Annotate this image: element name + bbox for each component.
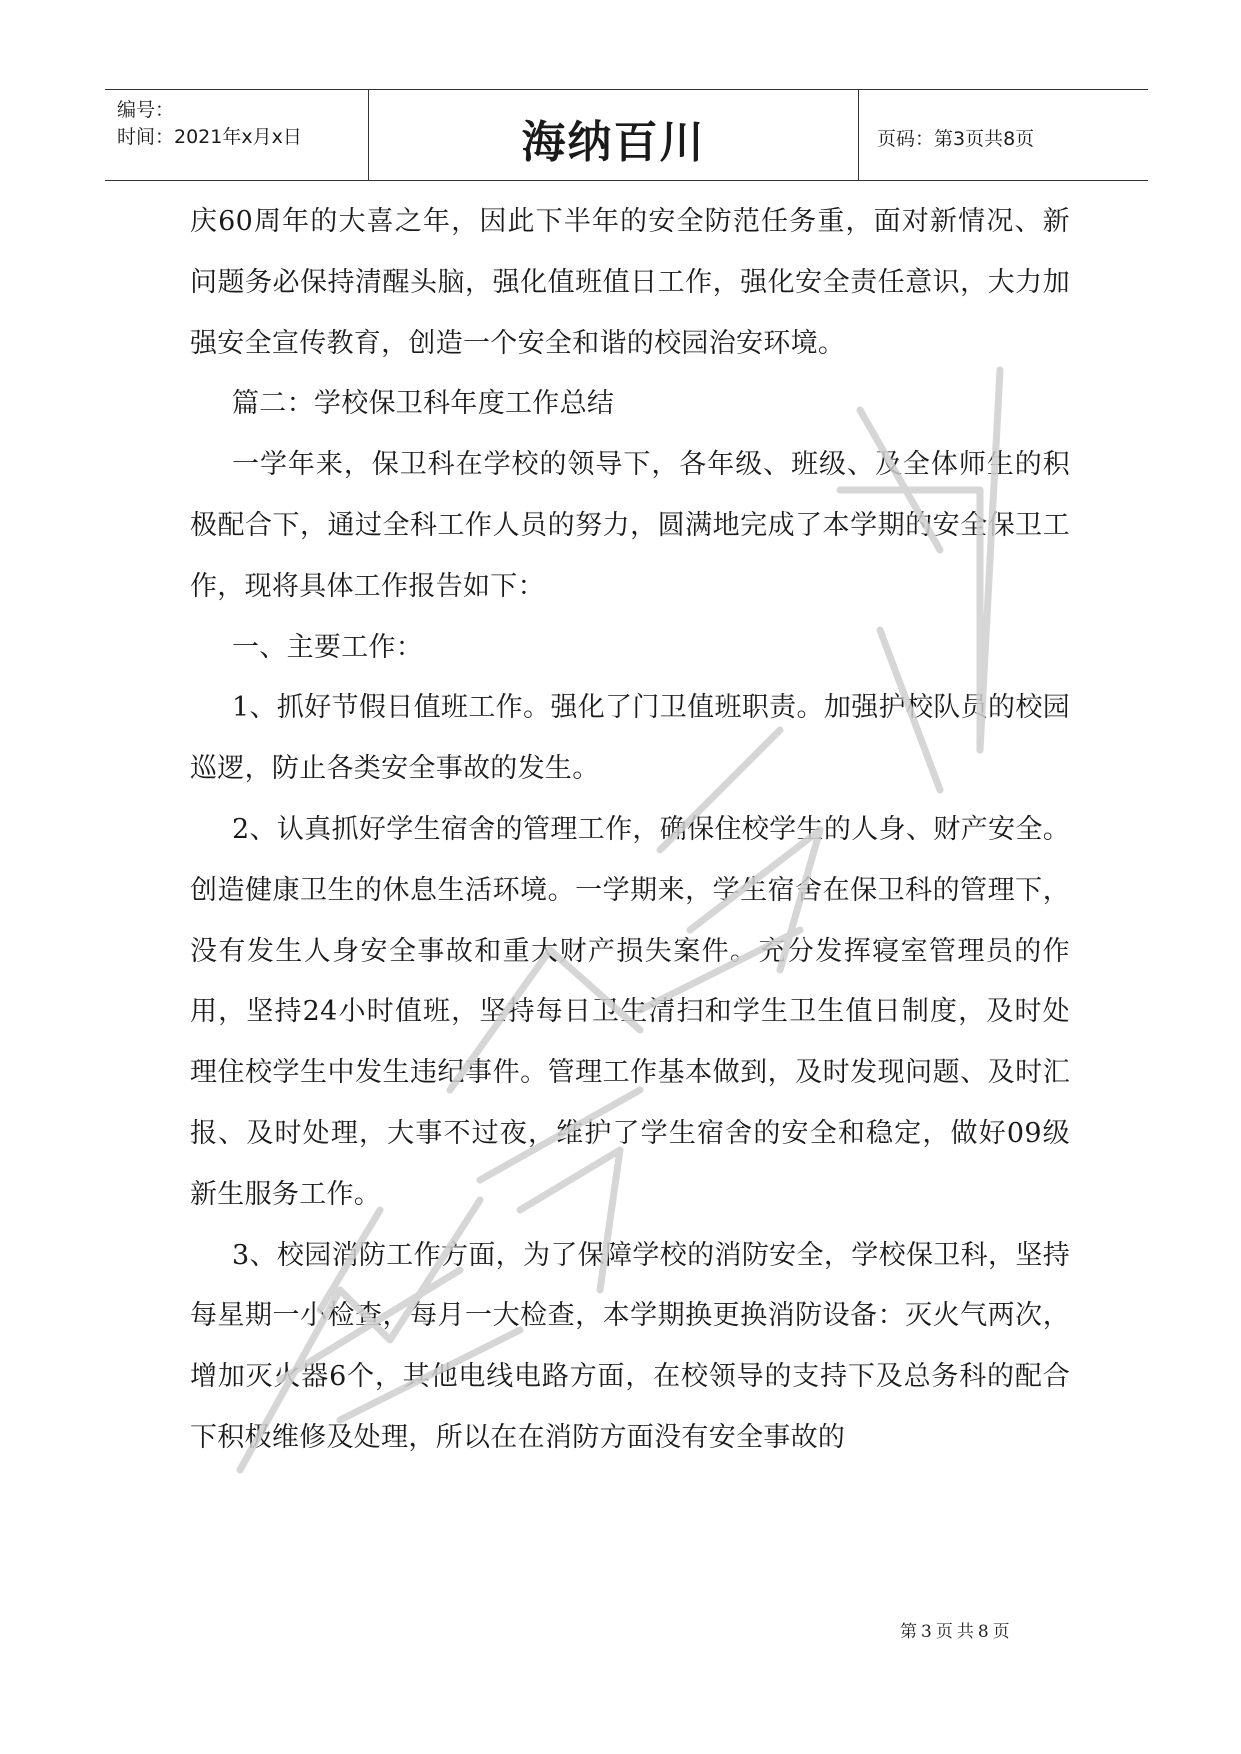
header-page-number: 页码：第3页共8页 [877, 128, 1035, 150]
paragraph-item-2: 2、认真抓好学生宿舍的管理工作，确保住校学生的人身、财产安全。创造健康卫生的休息生活环境。一学期来，学生宿舍在保卫科的管理下，没有发生人身安全事故和重大财产损失案件。充分发挥寝室管理员的作用，坚持24小时值班，坚持每日卫生清扫和学生卫生值日制度，及时处理住校学生中发生违纪事件。管理工作基本做到，及时发现问题、及时汇报、及时处理，大事不过夜，维护了学生宿舍的安全和稳定，做好09级新生服务工作。 [190, 813, 1070, 1210]
paragraph-intro: 一学年来，保卫科在学校的领导下，各年级、班级、及全体师生的积极配合下，通过全科工作人员的努力，圆满地完成了本学期的安全保卫工作，现将具体工作报告如下： [190, 449, 1070, 602]
paragraph-item-1: 1、抓好节假日值班工作。强化了门卫值班职责。加强护校队员的校园巡逻，防止各类安全事故的发生。 [190, 692, 1070, 785]
page-header [105, 89, 1148, 181]
paragraph-continued: 庆60周年的大喜之年，因此下半年的安全防范任务重，面对新情况、新问题务必保持清醒头脑，强化值班值日工作，强化安全责任意识，大力加强安全宣传教育，创造一个安全和谐的校园治安环境。 [190, 206, 1070, 359]
page-footer: 第3页共8页 [900, 1622, 1014, 1642]
document-body [190, 192, 1070, 1469]
header-brand-cell [368, 90, 859, 180]
paragraph-item-3: 3、校园消防工作方面，为了保障学校的消防安全，学校保卫科，坚持每星期一小检查，每月一大检查，本学期换更换消防设备：灭火气两次，增加灭火器6个，其他电线电路方面，在校领导的支持下及总务科的配合下积极维修及处理，所以在在消防方面没有安全事故的 [190, 1239, 1070, 1453]
serial-number-label: 编号： [117, 99, 175, 121]
header-meta-cell [105, 90, 368, 180]
header-page-cell [859, 90, 1148, 180]
subsection-heading: 一、主要工作： [232, 631, 424, 663]
brand-title: 海纳百川 [521, 117, 706, 168]
time-label: 时间：2021年x月x日 [117, 126, 302, 148]
section-title: 篇二：学校保卫科年度工作总结 [232, 388, 615, 420]
